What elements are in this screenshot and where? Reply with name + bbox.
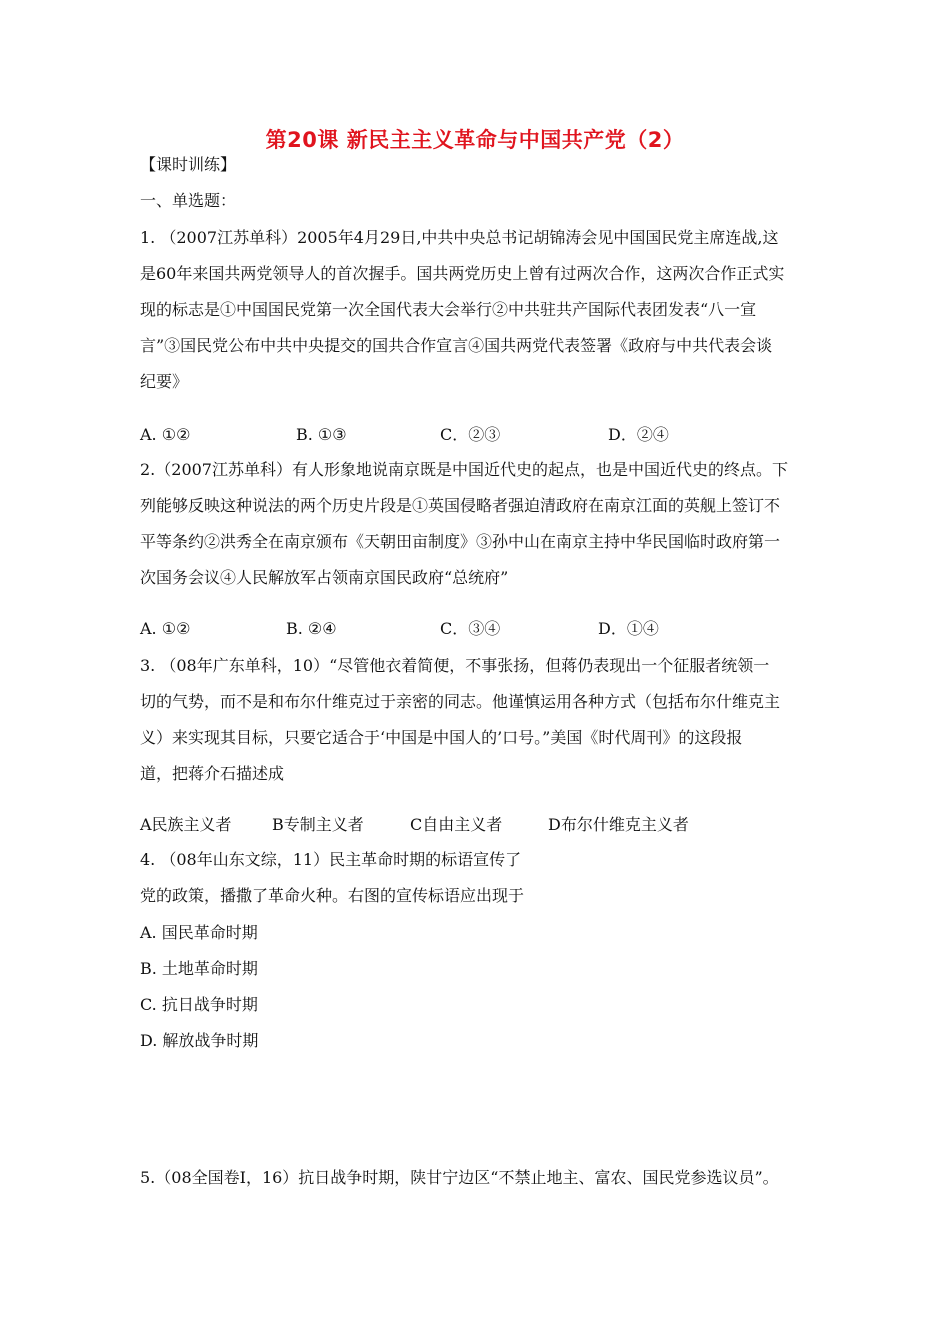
option-b: B. ①③ bbox=[296, 425, 347, 444]
option-a: A民族主义者 bbox=[140, 815, 232, 834]
option-c: C．②③ bbox=[440, 425, 501, 444]
option-d: D．①④ bbox=[598, 619, 659, 638]
question-line: 2.（2007江苏单科）有人形象地说南京既是中国近代史的起点，也是中国近代史的终点。下 bbox=[140, 460, 788, 479]
option-b: B. ②④ bbox=[286, 619, 337, 638]
option-d: D布尔什维克主义者 bbox=[548, 815, 689, 834]
option-c: C自由主义者 bbox=[410, 815, 503, 834]
option-c: C. 抗日战争时期 bbox=[140, 995, 258, 1014]
option-b: B. 土地革命时期 bbox=[140, 959, 258, 978]
question-line: 4. （08年山东文综，11）民主革命时期的标语宣传了 bbox=[140, 850, 522, 869]
page-title: 第20课 新民主主义革命与中国共产党（2） bbox=[265, 128, 685, 152]
question-line: 道，把蒋介石描述成 bbox=[140, 764, 285, 783]
question-line: 现的标志是①中国国民党第一次全国代表大会举行②中共驻共产国际代表团发表“八一宣 bbox=[140, 300, 757, 319]
question-line: 3. （08年广东单科，10）“尽管他衣着简便，不事张扬，但蒋仍表现出一个征服者统领一 bbox=[140, 656, 770, 675]
question-line: 切的气势，而不是和布尔什维克过于亲密的同志。他谨慎运用各种方式（包括布尔什维克主 bbox=[140, 692, 781, 711]
question-2 bbox=[140, 452, 830, 596]
option-c: C．③④ bbox=[440, 619, 501, 638]
question-line: 是60年来国共两党领导人的首次握手。国共两党历史上曾有过两次合作，这两次合作正式实 bbox=[140, 264, 785, 283]
question-line: 纪要》 bbox=[140, 372, 189, 391]
question-line: 5.（08全国卷Ⅰ，16）抗日战争时期，陕甘宁边区“不禁止地主、富农、国民党参选议员”。 bbox=[140, 1168, 779, 1187]
question-line: 言”③国民党公布中共中央提交的国共合作宣言④国共两党代表签署《政府与中共代表会谈 bbox=[140, 336, 773, 355]
question-line: 次国务会议④人民解放军占领南京国民政府“总统府” bbox=[140, 568, 509, 587]
option-b: B专制主义者 bbox=[272, 815, 364, 834]
option-a: A. ①② bbox=[140, 425, 191, 444]
question-5 bbox=[140, 1160, 840, 1196]
question-1 bbox=[140, 220, 830, 400]
question-line: 党的政策，播撒了革命火种。右图的宣传标语应出现于 bbox=[140, 886, 525, 905]
question-3 bbox=[140, 648, 830, 792]
option-d: D. 解放战争时期 bbox=[140, 1031, 259, 1050]
question-line: 1. （2007江苏单科）2005年4月29日,中共中央总书记胡锦涛会见中国国民党主席连战,这 bbox=[140, 228, 779, 247]
question-1-options bbox=[140, 420, 840, 450]
question-line: 义）来实现其目标，只要它适合于‘中国是中国人的’口号。”美国《时代周刊》的这段报 bbox=[140, 728, 743, 747]
question-line: 平等条约②洪秀全在南京颁布《天朝田亩制度》③孙中山在南京主持中华民国临时政府第一 bbox=[140, 532, 781, 551]
option-a: A. 国民革命时期 bbox=[140, 923, 258, 942]
option-d: D．②④ bbox=[608, 425, 669, 444]
question-3-options bbox=[140, 810, 840, 840]
question-line: 列能够反映这种说法的两个历史片段是①英国侵略者强迫清政府在南京江面的英舰上签订不 bbox=[140, 496, 781, 515]
section-tag: 【课时训练】 bbox=[140, 155, 237, 174]
question-2-options bbox=[140, 614, 840, 644]
subsection-heading: 一、单选题： bbox=[140, 191, 237, 210]
question-4 bbox=[140, 842, 830, 914]
option-a: A. ①② bbox=[140, 619, 191, 638]
